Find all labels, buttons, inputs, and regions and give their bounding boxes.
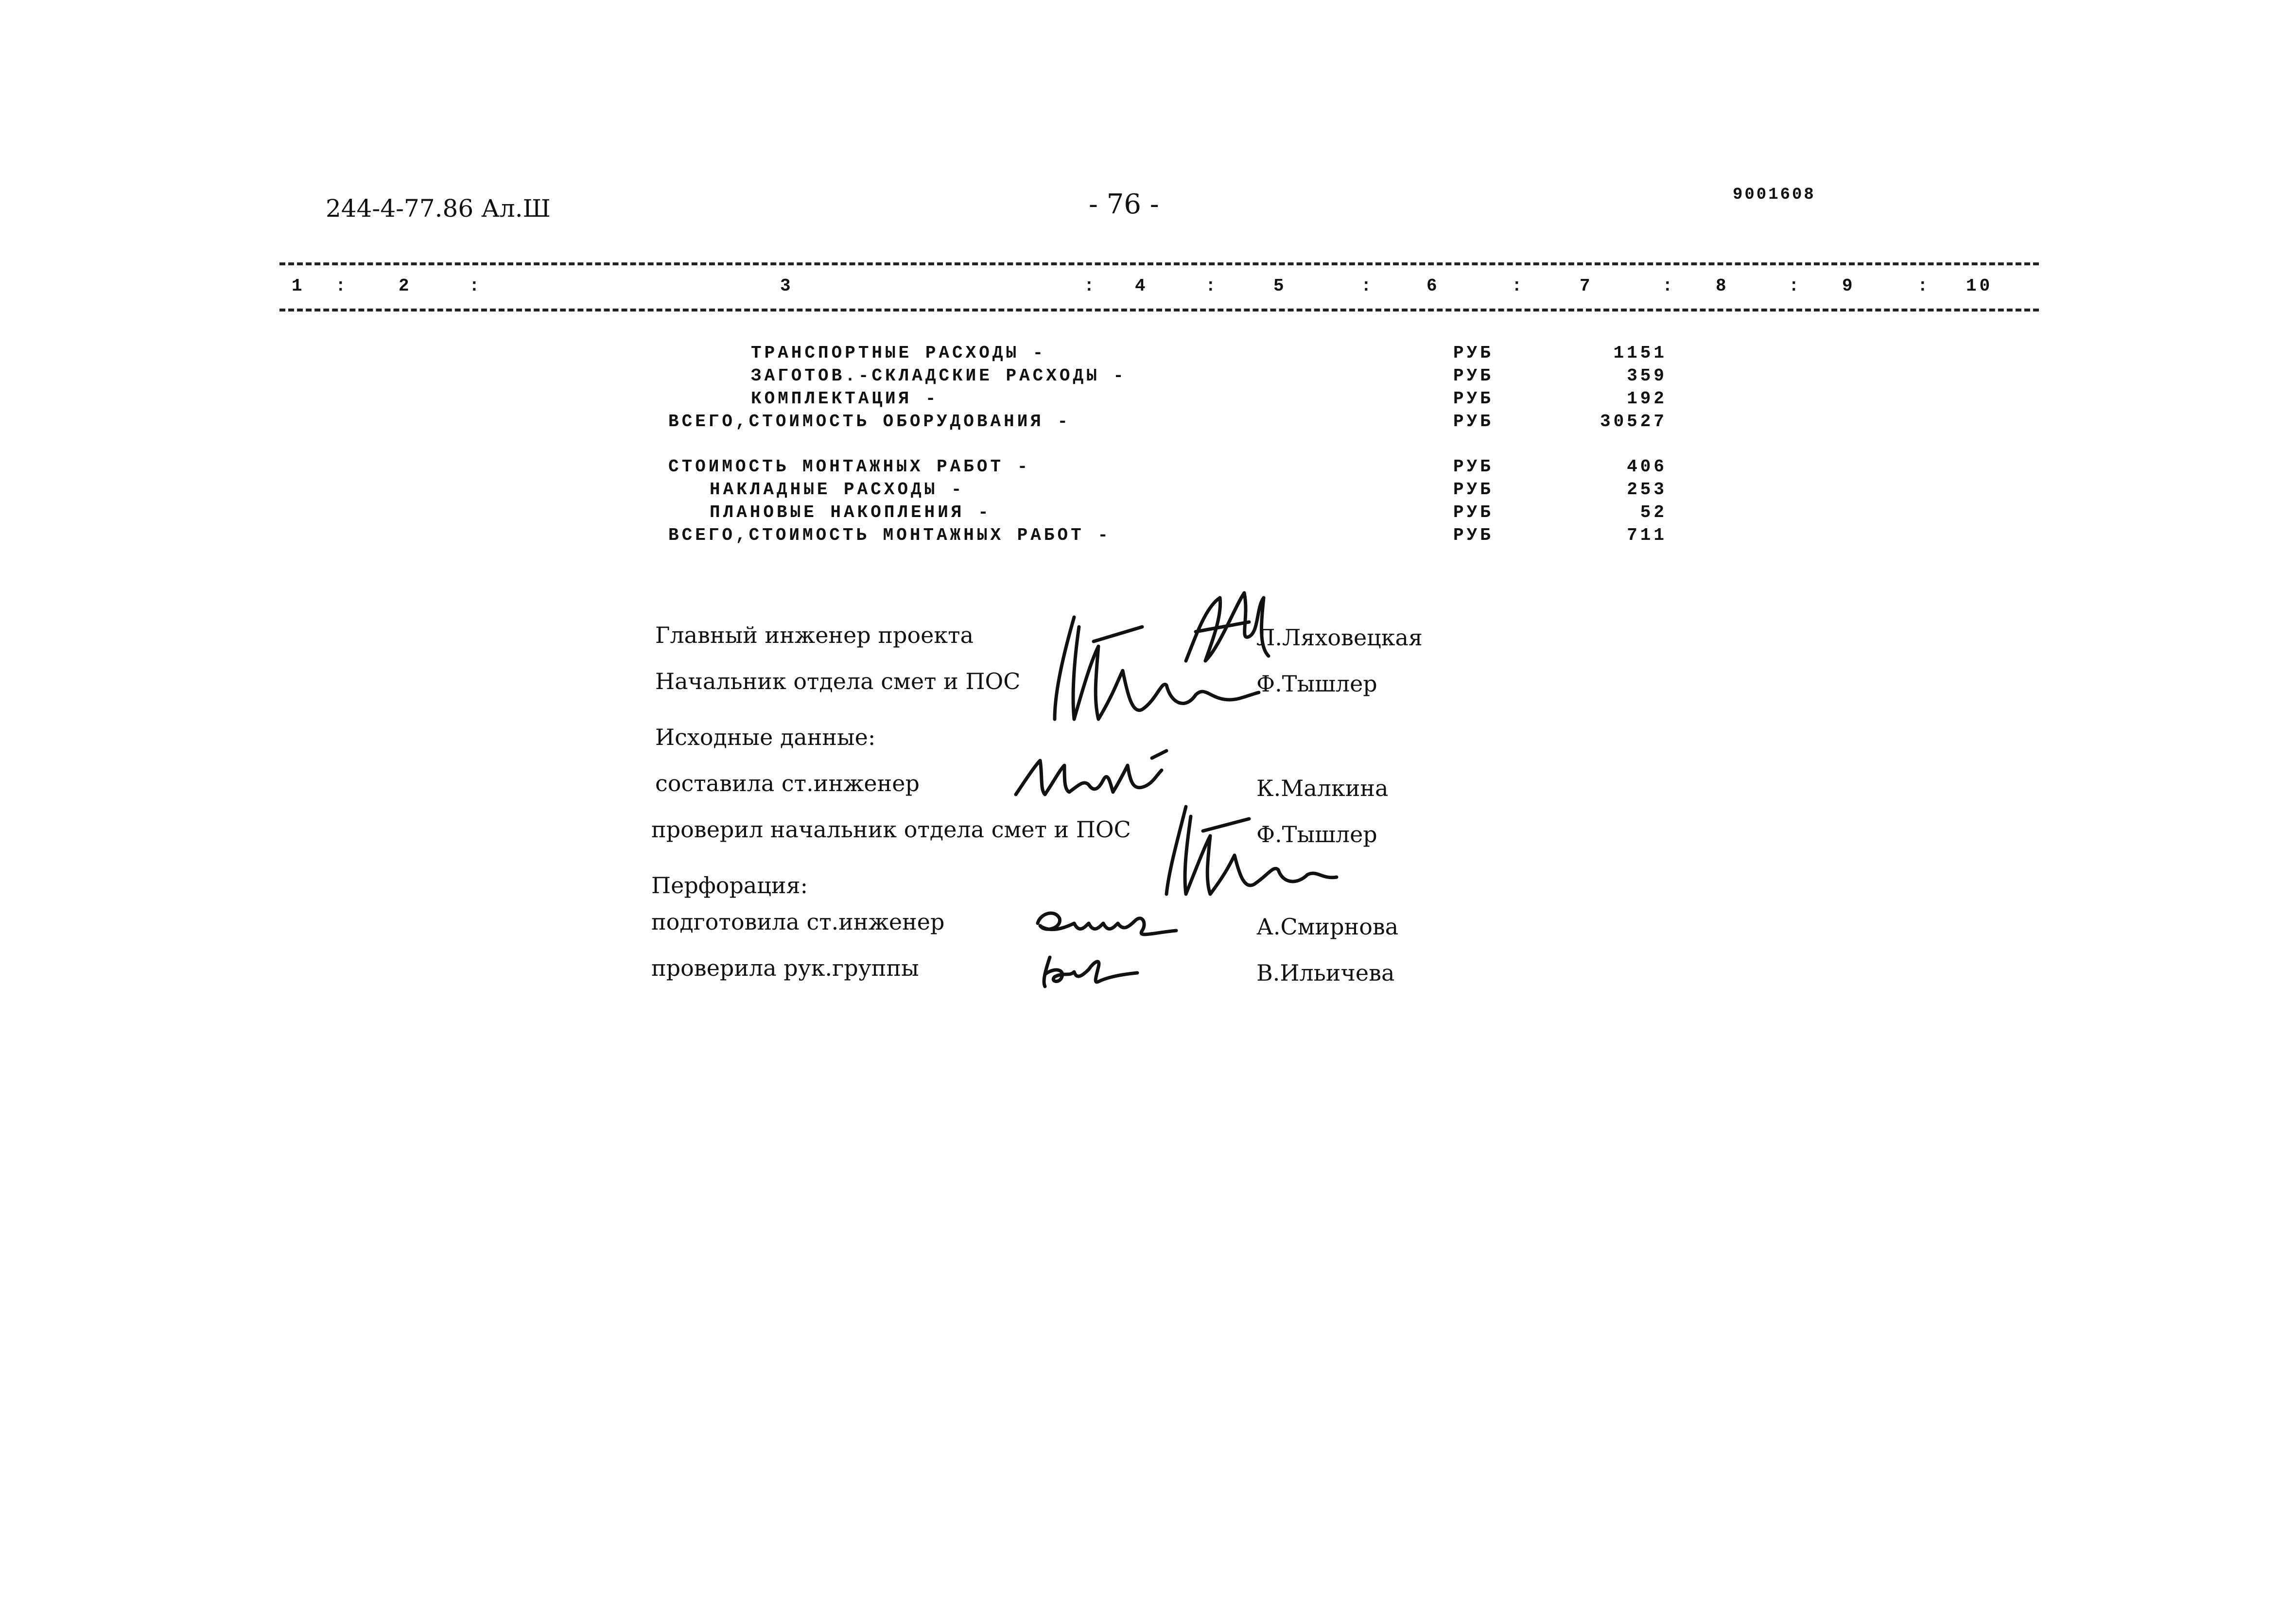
cost-row-value: 1151 xyxy=(1613,343,1667,363)
signature-verified-by xyxy=(1035,948,1142,991)
table-bottom-rule xyxy=(279,309,2039,311)
column-number: 4 xyxy=(1135,276,1148,296)
cost-row-label: ВСЕГО,СТОИМОСТЬ МОНТАЖНЫХ РАБОТ - xyxy=(668,525,1111,545)
cost-row-unit: РУБ xyxy=(1453,389,1494,409)
column-number: 6 xyxy=(1426,276,1440,296)
column-separator: : xyxy=(1361,276,1374,296)
cost-row-label: ВСЕГО,СТОИМОСТЬ ОБОРУДОВАНИЯ - xyxy=(668,412,1071,432)
verified-by-name: В.Ильичева xyxy=(1256,960,1395,986)
column-number: 8 xyxy=(1716,276,1729,296)
cost-row-value: 406 xyxy=(1627,457,1667,477)
cost-row-unit: РУБ xyxy=(1453,366,1494,386)
chief-engineer-label: Главный инженер проекта xyxy=(655,622,974,648)
cost-row-label: НАКЛАДНЫЕ РАСХОДЫ - xyxy=(710,480,965,500)
signature-prepared-by xyxy=(1030,904,1186,948)
verified-by-label: проверила рук.группы xyxy=(651,955,919,981)
source-data-heading: Исходные данные: xyxy=(655,724,876,750)
perforation-heading: Перфорация: xyxy=(651,872,808,899)
column-number: 5 xyxy=(1273,276,1287,296)
compiled-by-name: К.Малкина xyxy=(1256,775,1389,801)
document-code: 244-4-77.86 Ал.Ш xyxy=(326,194,551,223)
cost-row-unit: РУБ xyxy=(1453,502,1494,522)
cost-row-value: 711 xyxy=(1627,525,1667,545)
column-number: 10 xyxy=(1966,276,1993,296)
chief-engineer-name: Л.Ляховецкая xyxy=(1256,624,1423,651)
prepared-by-name: А.Смирнова xyxy=(1256,914,1399,940)
column-number: 2 xyxy=(399,276,412,296)
cost-row-unit: РУБ xyxy=(1453,525,1494,545)
column-separator: : xyxy=(1205,276,1219,296)
cost-row-unit: РУБ xyxy=(1453,412,1494,432)
department-head-name: Ф.Тышлер xyxy=(1256,671,1377,697)
cost-row-value: 30527 xyxy=(1600,412,1667,432)
checked-by-name: Ф.Тышлер xyxy=(1256,821,1377,847)
signature-compiled-by xyxy=(1011,751,1176,804)
column-separator: : xyxy=(1917,276,1931,296)
cost-row-label: ТРАНСПОРТНЫЕ РАСХОДЫ - xyxy=(751,343,1046,363)
signature-checked-by xyxy=(1157,797,1351,904)
cost-row-unit: РУБ xyxy=(1453,343,1494,363)
cost-row-value: 253 xyxy=(1627,480,1667,500)
document-number: 9001608 xyxy=(1733,186,1816,204)
cost-row-label: КОМПЛЕКТАЦИЯ - xyxy=(751,389,939,409)
cost-row-unit: РУБ xyxy=(1453,480,1494,500)
prepared-by-label: подготовила ст.инженер xyxy=(651,909,945,935)
column-number: 9 xyxy=(1842,276,1856,296)
column-number: 7 xyxy=(1580,276,1593,296)
cost-row-unit: РУБ xyxy=(1453,457,1494,477)
signature-department-head xyxy=(1045,607,1264,729)
column-separator: : xyxy=(1084,276,1097,296)
cost-row-label: ЗАГОТОВ.-СКЛАДСКИЕ РАСХОДЫ - xyxy=(751,366,1127,386)
cost-row-label: ПЛАНОВЫЕ НАКОПЛЕНИЯ - xyxy=(710,502,991,522)
table-top-rule xyxy=(279,262,2039,265)
cost-row-value: 192 xyxy=(1627,389,1667,409)
cost-row-label: СТОИМОСТЬ МОНТАЖНЫХ РАБОТ - xyxy=(668,457,1031,477)
column-separator: : xyxy=(469,276,483,296)
checked-by-label: проверил начальник отдела смет и ПОС xyxy=(651,816,1131,843)
column-separator: : xyxy=(1512,276,1525,296)
column-number: 3 xyxy=(780,276,794,296)
compiled-by-label: составила ст.инженер xyxy=(655,770,920,796)
department-head-label: Начальник отдела смет и ПОС xyxy=(655,668,1021,694)
column-number: 1 xyxy=(292,276,305,296)
page-number: - 76 - xyxy=(1089,189,1159,220)
column-separator: : xyxy=(335,276,349,296)
cost-row-value: 359 xyxy=(1627,366,1667,386)
cost-row-value: 52 xyxy=(1640,502,1667,522)
column-separator: : xyxy=(1789,276,1802,296)
column-separator: : xyxy=(1662,276,1676,296)
